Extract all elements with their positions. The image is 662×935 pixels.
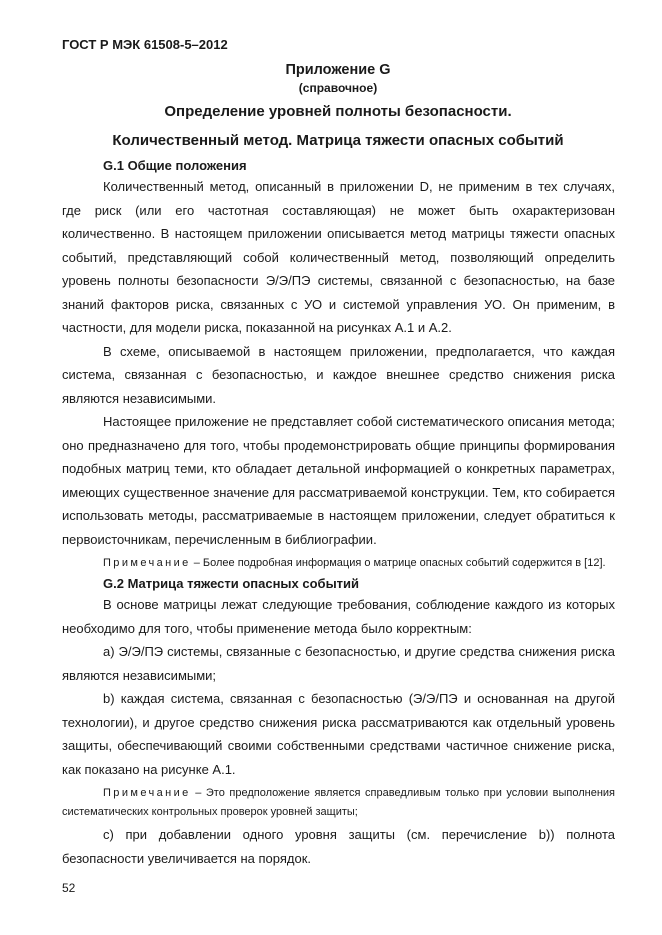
list-item-a: а) Э/Э/ПЭ системы, связанные с безопасностью, и другие средства снижения риска являются независимыми; — [62, 644, 615, 683]
note — [62, 781, 615, 823]
note-label: Примечание — [103, 787, 191, 799]
appendix-subtitle: (справочное) — [298, 81, 378, 95]
note-dash: – — [193, 557, 200, 569]
list-item-b: b) каждая система, связанная с безопасностью (Э/Э/ПЭ и основанная на другой технологии), и другое средство снижения риска рассматриваются как отдельный уровень защиты, обеспечивающий своими собственными средствами частичное снижение риска, как показано на рисунке А.1. — [62, 691, 615, 777]
appendix-title: Приложение G — [285, 62, 391, 78]
section-heading-g2: G.2 Матрица тяжести опасных событий — [103, 576, 360, 591]
appendix-heading-line-2: Количественный метод. Матрица тяжести опасных событий — [112, 132, 564, 149]
section-heading-g1: G.1 Общие положения — [103, 158, 247, 173]
note-dash: – — [195, 787, 202, 799]
note-text: Это предположение является справедливым только при условии выполнения систематических контрольных проверок уровней защиты; — [62, 787, 616, 818]
note-label: Примечание — [103, 557, 191, 569]
paragraph: Настоящее приложение не представляет собой систематического описания метода; оно предназначено для того, чтобы продемонстрировать общие принципы формирования подобных матриц теми, кто обладает детальной информацией о конкретных параметрах, имеющих существенное значение для рассматриваемой конструкции. Тем, кто собирается использовать методы, рассматриваемые в настоящем приложении, следует обратиться к первоисточникам, перечисленным в библиографии. — [62, 414, 615, 547]
list-item-c: с) при добавлении одного уровня защиты (см. перечисление b)) полнота безопасности увеличивается на порядок. — [62, 827, 615, 866]
paragraph: В основе матрицы лежат следующие требования, соблюдение каждого из которых необходимо для того, чтобы применение метода было корректным: — [62, 597, 615, 636]
document-body — [62, 156, 615, 870]
standard-header: ГОСТ Р МЭК 61508-5–2012 — [62, 37, 228, 52]
paragraph: В схеме, описываемой в настоящем приложении, предполагается, что каждая система, связанная с безопасностью, и каждое внешнее средство снижения риска являются независимыми. — [62, 343, 615, 406]
paragraph: Количественный метод, описанный в приложении D, не применим в тех случаях, где риск (или его частотная составляющая) не может быть охарактеризован количественно. В настоящем приложении описывается метод матрицы тяжести опасных событий, представляющий собой количественный метод, позволяющий определить уровень полноты безопасности Э/Э/ПЭ системы, связанной с безопасностью, на базе знаний факторов риска, связанных с УО и системой управления УО. Он применим, в частности, для модели риска, показанной на рисунках А.1 и А.2. — [62, 179, 615, 335]
note-text: Более подробная информация о матрице опасных событий содержится в [12]. — [202, 557, 606, 569]
appendix-heading-line-1: Определение уровней полноты безопасности. — [164, 103, 512, 120]
page-number: 52 — [62, 881, 76, 895]
note — [62, 551, 615, 574]
